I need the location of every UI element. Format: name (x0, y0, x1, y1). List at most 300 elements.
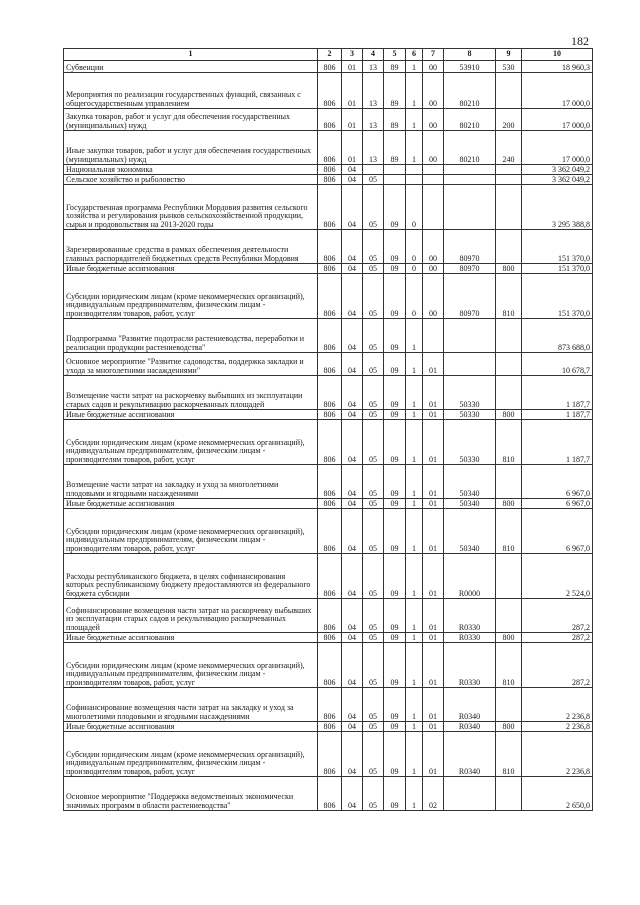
code-cell: 04 (342, 465, 363, 499)
code-cell: 04 (342, 777, 363, 811)
code-cell: 800 (496, 264, 522, 274)
code-cell (384, 175, 406, 185)
code-cell: 01 (423, 410, 444, 420)
code-cell (444, 777, 496, 811)
code-cell: 806 (318, 73, 342, 109)
row-name: Государственная программа Республики Мордовия развития сельского хозяйства и регулирования рынков сельскохозяйственной продукции, сырья и продовольствия на 2013-2020 годы (64, 185, 318, 230)
code-cell: 01 (342, 109, 363, 131)
code-cell: 01 (342, 131, 363, 165)
code-cell: 04 (342, 499, 363, 509)
code-cell: 806 (318, 722, 342, 732)
row-name: Сельское хозяйство и рыболовство (64, 175, 318, 185)
code-cell: 04 (342, 732, 363, 777)
code-cell (496, 73, 522, 109)
table-body (64, 49, 593, 811)
code-cell: 806 (318, 185, 342, 230)
code-cell: 806 (318, 376, 342, 410)
code-cell: 1 (406, 599, 423, 633)
code-cell: 01 (423, 633, 444, 643)
code-cell (444, 165, 496, 175)
header-cell: 7 (423, 49, 444, 61)
code-cell (406, 165, 423, 175)
code-cell: 1 (406, 633, 423, 643)
code-cell: 09 (384, 420, 406, 465)
code-cell: 05 (363, 319, 384, 353)
code-cell: 00 (423, 274, 444, 319)
code-cell: 05 (363, 175, 384, 185)
code-cell: 1 (406, 465, 423, 499)
code-cell: 89 (384, 109, 406, 131)
table-row (64, 319, 593, 353)
amount-cell: 6 967,0 (522, 499, 593, 509)
table-row (64, 633, 593, 643)
code-cell: 09 (384, 554, 406, 599)
code-cell: 800 (496, 722, 522, 732)
code-cell: 89 (384, 61, 406, 73)
code-cell (496, 319, 522, 353)
code-cell (423, 165, 444, 175)
code-cell: 0 (406, 230, 423, 264)
code-cell: 09 (384, 722, 406, 732)
amount-cell: 287,2 (522, 633, 593, 643)
header-cell: 9 (496, 49, 522, 61)
code-cell: 806 (318, 554, 342, 599)
code-cell: 01 (423, 722, 444, 732)
row-name: Возмещение части затрат на раскорчевку выбывших из эксплуатации старых садов и рекультивацию раскорчеванных площадей (64, 376, 318, 410)
code-cell: 00 (423, 109, 444, 131)
table-row (64, 599, 593, 633)
code-cell: 09 (384, 319, 406, 353)
code-cell: 89 (384, 131, 406, 165)
code-cell: 806 (318, 643, 342, 688)
code-cell: 01 (423, 643, 444, 688)
code-cell: 80210 (444, 109, 496, 131)
row-name: Зарезервированные средства в рамках обеспечения деятельности главных распорядителей бюджетных средств Республики Мордовия (64, 230, 318, 264)
code-cell: 04 (342, 688, 363, 722)
code-cell: 1 (406, 109, 423, 131)
amount-cell: 3 362 049,2 (522, 165, 593, 175)
code-cell (496, 175, 522, 185)
code-cell: 00 (423, 264, 444, 274)
row-name: Субсидии юридическим лицам (кроме некоммерческих организаций), индивидуальным предпринимателям, физическим лицам - производителям товаров, работ, услуг (64, 420, 318, 465)
code-cell: 806 (318, 499, 342, 509)
code-cell: 00 (423, 73, 444, 109)
code-cell: 1 (406, 376, 423, 410)
code-cell: 806 (318, 264, 342, 274)
code-cell: 05 (363, 643, 384, 688)
code-cell: 05 (363, 230, 384, 264)
amount-cell: 2 524,0 (522, 554, 593, 599)
code-cell: 09 (384, 376, 406, 410)
code-cell: 04 (342, 175, 363, 185)
code-cell: 09 (384, 499, 406, 509)
table-row (64, 230, 593, 264)
code-cell: 04 (342, 599, 363, 633)
table-row (64, 410, 593, 420)
header-cell: 6 (406, 49, 423, 61)
code-cell: 01 (423, 509, 444, 554)
code-cell: 09 (384, 353, 406, 376)
code-cell: 806 (318, 732, 342, 777)
code-cell: 05 (363, 599, 384, 633)
code-cell: 05 (363, 376, 384, 410)
code-cell: 05 (363, 633, 384, 643)
code-cell: 806 (318, 175, 342, 185)
amount-cell: 17 000,0 (522, 109, 593, 131)
code-cell (496, 688, 522, 722)
code-cell: 800 (496, 410, 522, 420)
table-row (64, 732, 593, 777)
row-name: Субсидии юридическим лицам (кроме некоммерческих организаций), индивидуальным предпринимателям, физическим лицам - производителям товаров, работ, услуг (64, 274, 318, 319)
amount-cell: 2 236,8 (522, 732, 593, 777)
code-cell: 806 (318, 509, 342, 554)
row-name: Иные бюджетные ассигнования (64, 264, 318, 274)
code-cell: 806 (318, 410, 342, 420)
code-cell: 01 (423, 732, 444, 777)
code-cell: R0330 (444, 599, 496, 633)
row-name: Софинансирование возмещения части затрат на раскорчевку выбывших из эксплуатации старых садов и рекультивацию раскорчеванных площадей (64, 599, 318, 633)
row-name: Основное мероприятие "Поддержка ведомственных экономически значимых программ в области растениеводства" (64, 777, 318, 811)
row-name: Иные бюджетные ассигнования (64, 722, 318, 732)
code-cell: 01 (342, 73, 363, 109)
code-cell (496, 230, 522, 264)
code-cell: 05 (363, 554, 384, 599)
code-cell: 04 (342, 185, 363, 230)
code-cell (406, 175, 423, 185)
amount-cell: 3 362 049,2 (522, 175, 593, 185)
amount-cell: 17 000,0 (522, 73, 593, 109)
code-cell: R0330 (444, 633, 496, 643)
row-name: Основное мероприятие "Развитие садоводства, поддержка закладки и ухода за многолетними насаждениями" (64, 353, 318, 376)
code-cell: 13 (363, 73, 384, 109)
code-cell (496, 599, 522, 633)
code-cell: 09 (384, 230, 406, 264)
code-cell: 50330 (444, 420, 496, 465)
table-row (64, 777, 593, 811)
code-cell: 13 (363, 61, 384, 73)
table-row (64, 61, 593, 73)
code-cell: 810 (496, 643, 522, 688)
code-cell: 01 (423, 688, 444, 722)
amount-cell: 1 187,7 (522, 376, 593, 410)
amount-cell: 2 236,8 (522, 688, 593, 722)
table-row (64, 274, 593, 319)
row-name: Иные бюджетные ассигнования (64, 499, 318, 509)
amount-cell: 1 187,7 (522, 410, 593, 420)
code-cell: 04 (342, 319, 363, 353)
code-cell: 09 (384, 509, 406, 554)
code-cell: 05 (363, 722, 384, 732)
table-row (64, 499, 593, 509)
row-name: Иные бюджетные ассигнования (64, 410, 318, 420)
code-cell (496, 465, 522, 499)
amount-cell: 151 370,0 (522, 274, 593, 319)
code-cell: 05 (363, 465, 384, 499)
table-row (64, 376, 593, 410)
code-cell (496, 777, 522, 811)
code-cell (444, 319, 496, 353)
code-cell: 0 (406, 264, 423, 274)
code-cell: 810 (496, 732, 522, 777)
code-cell: R0330 (444, 643, 496, 688)
code-cell: 13 (363, 131, 384, 165)
code-cell: 1 (406, 420, 423, 465)
row-name: Закупка товаров, работ и услуг для обеспечения государственных (муниципальных) нужд (64, 109, 318, 131)
code-cell (496, 554, 522, 599)
code-cell: 806 (318, 465, 342, 499)
table-row (64, 109, 593, 131)
code-cell: 01 (423, 353, 444, 376)
code-cell: 80970 (444, 264, 496, 274)
code-cell: 200 (496, 109, 522, 131)
code-cell: 806 (318, 61, 342, 73)
table-row (64, 554, 593, 599)
code-cell: 810 (496, 274, 522, 319)
code-cell (444, 175, 496, 185)
code-cell: 09 (384, 185, 406, 230)
code-cell: 01 (423, 554, 444, 599)
table-row (64, 465, 593, 499)
row-name: Субсидии юридическим лицам (кроме некоммерческих организаций), индивидуальным предпринимателям, физическим лицам - производителям товаров, работ, услуг (64, 509, 318, 554)
table-row (64, 131, 593, 165)
code-cell: 04 (342, 509, 363, 554)
code-cell: 01 (342, 61, 363, 73)
code-cell: 1 (406, 319, 423, 353)
code-cell: 806 (318, 688, 342, 722)
code-cell: 09 (384, 643, 406, 688)
code-cell: 05 (363, 185, 384, 230)
code-cell: 1 (406, 410, 423, 420)
code-cell: 50330 (444, 410, 496, 420)
code-cell: 806 (318, 230, 342, 264)
code-cell: 1 (406, 509, 423, 554)
header-row (64, 49, 593, 61)
code-cell (444, 353, 496, 376)
code-cell: 04 (342, 420, 363, 465)
code-cell: 0 (406, 274, 423, 319)
code-cell: 09 (384, 599, 406, 633)
code-cell: 806 (318, 319, 342, 353)
table-row (64, 420, 593, 465)
code-cell: 09 (384, 274, 406, 319)
table-row (64, 688, 593, 722)
code-cell: 1 (406, 554, 423, 599)
row-name: Субсидии юридическим лицам (кроме некоммерческих организаций), индивидуальным предпринимателям, физическим лицам - производителям товаров, работ, услуг (64, 643, 318, 688)
code-cell: 04 (342, 376, 363, 410)
amount-cell: 17 000,0 (522, 131, 593, 165)
code-cell: 1 (406, 732, 423, 777)
code-cell: 00 (423, 61, 444, 73)
code-cell: 02 (423, 777, 444, 811)
code-cell: 800 (496, 633, 522, 643)
code-cell: 04 (342, 554, 363, 599)
code-cell: 1 (406, 499, 423, 509)
code-cell: 05 (363, 777, 384, 811)
code-cell: 240 (496, 131, 522, 165)
table-row (64, 353, 593, 376)
code-cell: 04 (342, 274, 363, 319)
code-cell: 50340 (444, 499, 496, 509)
code-cell: 00 (423, 230, 444, 264)
code-cell: 09 (384, 465, 406, 499)
code-cell (423, 185, 444, 230)
row-name: Субвенции (64, 61, 318, 73)
code-cell: R0340 (444, 722, 496, 732)
amount-cell: 2 236,8 (522, 722, 593, 732)
table-row (64, 722, 593, 732)
amount-cell: 3 295 388,8 (522, 185, 593, 230)
code-cell: 50340 (444, 509, 496, 554)
code-cell: 09 (384, 264, 406, 274)
code-cell: 05 (363, 274, 384, 319)
table-row (64, 185, 593, 230)
header-cell: 3 (342, 49, 363, 61)
code-cell: 1 (406, 73, 423, 109)
code-cell: 09 (384, 688, 406, 722)
row-name: Иные бюджетные ассигнования (64, 633, 318, 643)
code-cell: 50330 (444, 376, 496, 410)
code-cell: 04 (342, 264, 363, 274)
table-row (64, 73, 593, 109)
table-row (64, 509, 593, 554)
code-cell (363, 165, 384, 175)
row-name: Расходы республиканского бюджета, в целях софинансирования которых республиканскому бюджету предоставляются из федерального бюджета субсидии (64, 554, 318, 599)
code-cell: 00 (423, 131, 444, 165)
amount-cell: 287,2 (522, 643, 593, 688)
code-cell (496, 353, 522, 376)
code-cell: R0340 (444, 688, 496, 722)
table-row (64, 643, 593, 688)
table-row (64, 165, 593, 175)
code-cell: 50340 (444, 465, 496, 499)
code-cell: 806 (318, 353, 342, 376)
code-cell: 05 (363, 420, 384, 465)
code-cell: 04 (342, 230, 363, 264)
code-cell: 05 (363, 732, 384, 777)
code-cell (423, 319, 444, 353)
code-cell: 01 (423, 376, 444, 410)
code-cell: 806 (318, 777, 342, 811)
code-cell: 01 (423, 465, 444, 499)
code-cell: 04 (342, 633, 363, 643)
row-name: Субсидии юридическим лицам (кроме некоммерческих организаций), индивидуальным предпринимателям, физическим лицам - производителям товаров, работ, услуг (64, 732, 318, 777)
code-cell: 806 (318, 165, 342, 175)
code-cell: 05 (363, 688, 384, 722)
code-cell: 05 (363, 509, 384, 554)
code-cell: R0340 (444, 732, 496, 777)
code-cell (384, 165, 406, 175)
row-name: Софинансирование возмещения части затрат на закладку и уход за многолетними плодовыми и ягодными насаждениями (64, 688, 318, 722)
header-cell: 10 (522, 49, 593, 61)
code-cell: 806 (318, 633, 342, 643)
code-cell: 806 (318, 599, 342, 633)
code-cell: 05 (363, 499, 384, 509)
code-cell: 89 (384, 73, 406, 109)
row-name: Возмещение части затрат на закладку и уход за многолетними плодовыми и ягодными насаждениями (64, 465, 318, 499)
code-cell: 09 (384, 732, 406, 777)
code-cell: 04 (342, 643, 363, 688)
code-cell: 80970 (444, 230, 496, 264)
budget-table (63, 48, 593, 811)
code-cell: 05 (363, 353, 384, 376)
code-cell: 04 (342, 410, 363, 420)
page-number: 182 (571, 34, 589, 48)
code-cell: 530 (496, 61, 522, 73)
code-cell: 01 (423, 499, 444, 509)
code-cell (496, 165, 522, 175)
amount-cell: 2 650,0 (522, 777, 593, 811)
header-cell: 8 (444, 49, 496, 61)
code-cell: 1 (406, 353, 423, 376)
header-cell: 2 (318, 49, 342, 61)
amount-cell: 6 967,0 (522, 509, 593, 554)
code-cell: 04 (342, 722, 363, 732)
code-cell: 1 (406, 643, 423, 688)
table-row (64, 175, 593, 185)
code-cell: 53910 (444, 61, 496, 73)
code-cell: 806 (318, 274, 342, 319)
code-cell: 04 (342, 165, 363, 175)
code-cell: R0000 (444, 554, 496, 599)
row-name: Иные закупки товаров, работ и услуг для обеспечения государственных (муниципальных) нужд (64, 131, 318, 165)
code-cell: 810 (496, 420, 522, 465)
code-cell: 1 (406, 61, 423, 73)
row-name: Подпрограмма "Развитие подотрасли растениеводства, переработки и реализации продукции растениеводства" (64, 319, 318, 353)
header-cell: 5 (384, 49, 406, 61)
code-cell: 80210 (444, 73, 496, 109)
amount-cell: 18 960,3 (522, 61, 593, 73)
amount-cell: 10 678,7 (522, 353, 593, 376)
code-cell: 1 (406, 777, 423, 811)
code-cell: 04 (342, 353, 363, 376)
code-cell (496, 185, 522, 230)
code-cell: 810 (496, 509, 522, 554)
amount-cell: 151 370,0 (522, 230, 593, 264)
code-cell: 1 (406, 131, 423, 165)
code-cell: 01 (423, 599, 444, 633)
code-cell: 13 (363, 109, 384, 131)
code-cell (444, 185, 496, 230)
header-cell: 1 (64, 49, 318, 61)
code-cell: 0 (406, 185, 423, 230)
amount-cell: 873 688,0 (522, 319, 593, 353)
row-name: Мероприятия по реализации государственных функций, связанных с общегосударственным управлением (64, 73, 318, 109)
code-cell: 80210 (444, 131, 496, 165)
amount-cell: 1 187,7 (522, 420, 593, 465)
code-cell: 806 (318, 420, 342, 465)
amount-cell: 6 967,0 (522, 465, 593, 499)
table-row (64, 264, 593, 274)
code-cell: 806 (318, 109, 342, 131)
amount-cell: 287,2 (522, 599, 593, 633)
code-cell: 01 (423, 420, 444, 465)
code-cell: 806 (318, 131, 342, 165)
code-cell (496, 376, 522, 410)
code-cell: 1 (406, 722, 423, 732)
code-cell: 05 (363, 264, 384, 274)
code-cell: 09 (384, 777, 406, 811)
code-cell: 09 (384, 410, 406, 420)
code-cell: 1 (406, 688, 423, 722)
header-cell: 4 (363, 49, 384, 61)
row-name: Национальная экономика (64, 165, 318, 175)
amount-cell: 151 370,0 (522, 264, 593, 274)
code-cell: 80970 (444, 274, 496, 319)
code-cell: 05 (363, 410, 384, 420)
code-cell: 09 (384, 633, 406, 643)
code-cell: 800 (496, 499, 522, 509)
code-cell (423, 175, 444, 185)
